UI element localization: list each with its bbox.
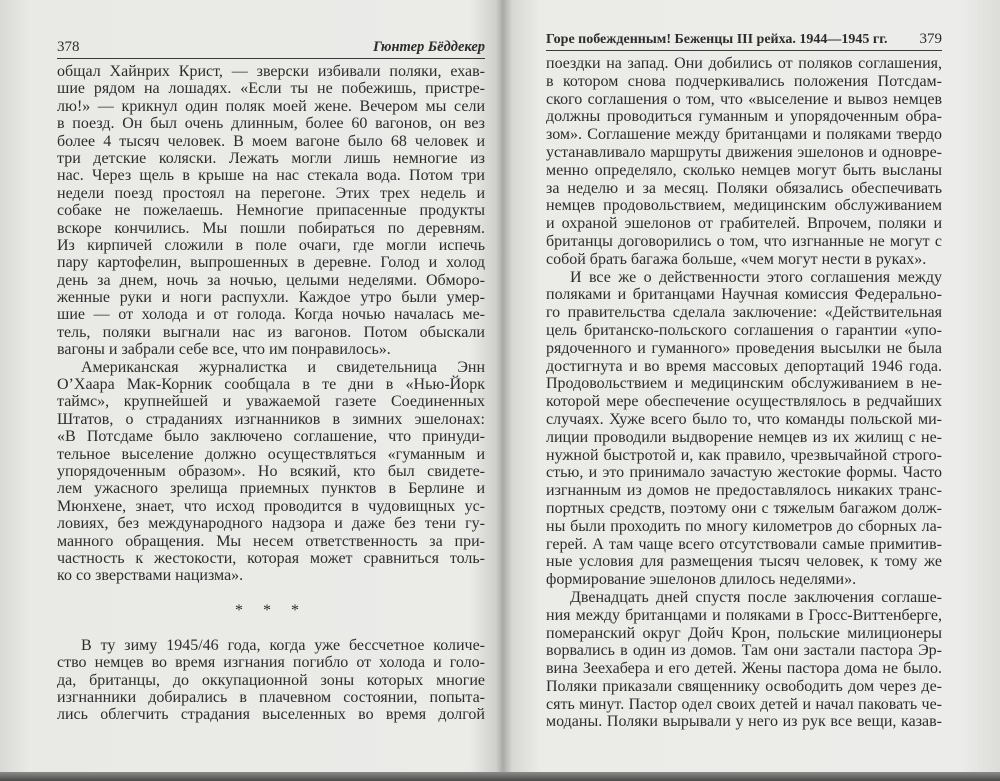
text-line: изгнанным из домов не предоставлялось никаких транс-: [546, 482, 942, 500]
text-line: шие рядом на лошадях. «Если ты не побежишь, пристре-: [57, 80, 485, 98]
text-line: пару картофелин, выпрошенных в деревне. Голод и холод: [57, 254, 485, 272]
text-line: лись облегчить страдания выселенных во время долгой: [57, 706, 485, 724]
blank-line: [57, 585, 485, 602]
text-line: таймс», крупнейшей и уважаемой газете Соединенных: [57, 393, 485, 411]
text-line: достигнута и во время массовых депортаций 1946 года.: [546, 357, 942, 375]
text-line: вина Зеехабера и его детей. Жены пастора дома не было.: [546, 660, 942, 678]
text-line: устанавливало маршруты движения эшелонов и одновре-: [546, 143, 942, 161]
page-number: 379: [919, 31, 942, 47]
text-line: собой брать багажа больше, «чем могут нести в руках».: [546, 250, 927, 268]
text-line: ные условия для размещения тысяч человек, к тому же: [546, 553, 942, 571]
page-number: 378: [57, 39, 80, 55]
text-line: Из кирпичей сложили в поле очаги, где могли испечь: [57, 236, 485, 254]
running-head-author: Гюнтер Бёддекер: [373, 39, 485, 55]
text-line: го правительства сделала заключение: «Действительная: [546, 304, 942, 322]
section-separator: * * *: [235, 602, 307, 620]
text-line: шие — от холода и от голода. Когда ночью началась ме-: [57, 306, 485, 324]
text-line: частность к жестокости, которая может сравниться толь-: [57, 549, 485, 567]
right-page-header: [546, 30, 942, 51]
text-line: моданы. Поляки вырывали у него из рук все вещи, казав-: [546, 713, 942, 731]
text-line: нужной быстротой и, как правило, чрезвычайной строго-: [546, 446, 942, 464]
text-line: сять минут. Пастор одел своих детей и начал паковать че-: [546, 695, 942, 713]
text-line: ко со зверствами нацизма».: [57, 567, 244, 585]
text-line: изгнанники добирались в плачевном состоянии, попыта-: [57, 689, 485, 707]
text-line: формирование эшелонов длилось неделями».: [546, 571, 857, 589]
text-line: И все же о действенности этого соглашения между: [570, 268, 942, 286]
text-line: герей. А там чаще всего отсутствовали самые примитив-: [546, 535, 942, 553]
text-line: общал Хайнрих Крист, — зверски избивали поляки, ехав-: [57, 63, 485, 80]
text-line: ны были проходить по многу километров до сборных ла-: [546, 517, 942, 535]
text-line: недели поезд простоял на перегоне. Этих трех недель и: [57, 184, 485, 202]
text-line: О’Хаара Мак-Корник сообщала в те дни в «Нью-Йорк: [57, 376, 485, 394]
text-line: да, британцы, до оккупационной зоны которых многие: [57, 671, 485, 689]
text-line: ния между британцами и поляками в Гросс-Виттенберге,: [546, 606, 942, 624]
text-line: померанский округ Дойч Крон, польские милиционеры: [546, 624, 942, 642]
text-line: британцы договорились о том, что изгнанные не могут с: [546, 232, 942, 250]
text-line: Мюнхене, знает, что исход проводится в чудовищных ус-: [57, 497, 485, 515]
blank-line: [57, 620, 485, 637]
text-line: в поезд. Он был очень длинным, более 60 вагонов, он вез: [57, 115, 485, 133]
text-line: вагоны и забрали себе все, что им понравилось».: [57, 341, 391, 359]
text-line: зом». Соглашение между британцами и поляками твердо: [546, 126, 942, 144]
text-line: поездки на запад. Они добились от поляков соглашения,: [546, 55, 942, 72]
text-line: «В Потсдаме было заключено соглашение, что принуди-: [57, 428, 485, 446]
text-line: Штатов, о страданиях изгнанников в зимних эшелонах:: [57, 410, 485, 428]
text-line: ловиях, без международного надзора и даже без тени гу-: [57, 515, 485, 533]
text-line: должны проводиться гуманным и упорядоченным обра-: [546, 108, 942, 126]
text-line: за неделю и за месяц. Поляки обязались обеспечивать: [546, 179, 942, 197]
text-line: тельное выселение должно осуществляться «гуманным и: [57, 445, 485, 463]
text-line: рядоченного и гуманного» проведения высылки не была: [546, 339, 942, 357]
text-line: поляками и британцами Научная комиссия Федерально-: [546, 286, 942, 304]
text-line: В ту зиму 1945/46 года, когда уже бессчетное количе-: [81, 636, 485, 654]
text-line: упорядоченным образом». Но всякий, кто был свидете-: [57, 462, 485, 480]
text-line: ство немцев во время изгнания погибло от холода и голо-: [57, 654, 485, 672]
text-line: лиции проводили выдворение немцев из их жилищ с не-: [546, 428, 942, 446]
text-line: цель британско-польского соглашения о гарантии «упо-: [546, 321, 942, 339]
running-head-chapter: Горе побежденным! Беженцы III рейха. 1944—1945 гг.: [546, 32, 888, 47]
right-page-text: [546, 55, 942, 731]
text-line: лем ужасного зрелища приемных пунктов в Берлине и: [57, 480, 485, 498]
text-line: вскоре кончились. Мы пошли побираться по деревням.: [57, 219, 485, 237]
text-line: нас. Через щель в крыше на нас стекала вода. Потом три: [57, 167, 485, 185]
left-page-header: [57, 38, 485, 59]
text-line: Продовольствием и медицинским обслуживанием в не-: [546, 375, 942, 393]
text-line: Американская журналистка и свидетельница Энн: [81, 358, 485, 376]
text-line: более 4 тысяч человек. В моем вагоне было 68 человек и: [57, 132, 485, 150]
left-page: [57, 38, 485, 724]
text-line: и охраной эшелонов от грабителей. Впрочем, поляки и: [546, 215, 942, 233]
text-line: стью, и это принимало зачастую жестокие формы. Часто: [546, 464, 942, 482]
right-page: [546, 30, 942, 731]
scanner-edge: [0, 772, 1000, 781]
text-line: менно определяло, сколько немцев могут быть высланы: [546, 161, 942, 179]
text-line: женные руки и ноги распухли. Каждое утро были умер-: [57, 289, 485, 307]
text-line: Поляки приказали священнику освободить дом через де-: [546, 677, 942, 695]
text-line: Двенадцать дней спустя после заключения соглаше-: [570, 588, 942, 606]
text-line: собаке не пожелаешь. Немногие припасенные продукты: [57, 202, 485, 220]
text-line: лю!» — крикнул один поляк моей жене. Вечером мы сели: [57, 97, 485, 115]
text-line: портных средств, поэтому они с тяжелым багажом долж-: [546, 499, 942, 517]
text-line: случаях. Хуже всего было то, что команды польской ми-: [546, 410, 942, 428]
text-line: которой мере обеспечение осуществлялось в редчайших: [546, 393, 942, 411]
text-line: немцев продовольствием, медицинским обслуживанием: [546, 197, 942, 215]
text-line: тель, поляки выгнали нас из вагонов. Потом обыскали: [57, 323, 485, 341]
text-line: ского соглашения о том, что «выселение и вывоз немцев: [546, 90, 942, 108]
text-line: в котором снова подчеркивались положения Потсдам-: [546, 72, 942, 90]
text-line: три детские коляски. Лежать могли лишь немногие из: [57, 149, 485, 167]
text-line: ворвались в один из домов. Там они застали пастора Эр-: [546, 642, 942, 660]
text-line: манного обращения. Мы несем ответственность за при-: [57, 532, 485, 550]
text-line: день за днем, ночь за ночью, целыми неделями. Обморо-: [57, 271, 485, 289]
left-page-text: [57, 63, 485, 724]
